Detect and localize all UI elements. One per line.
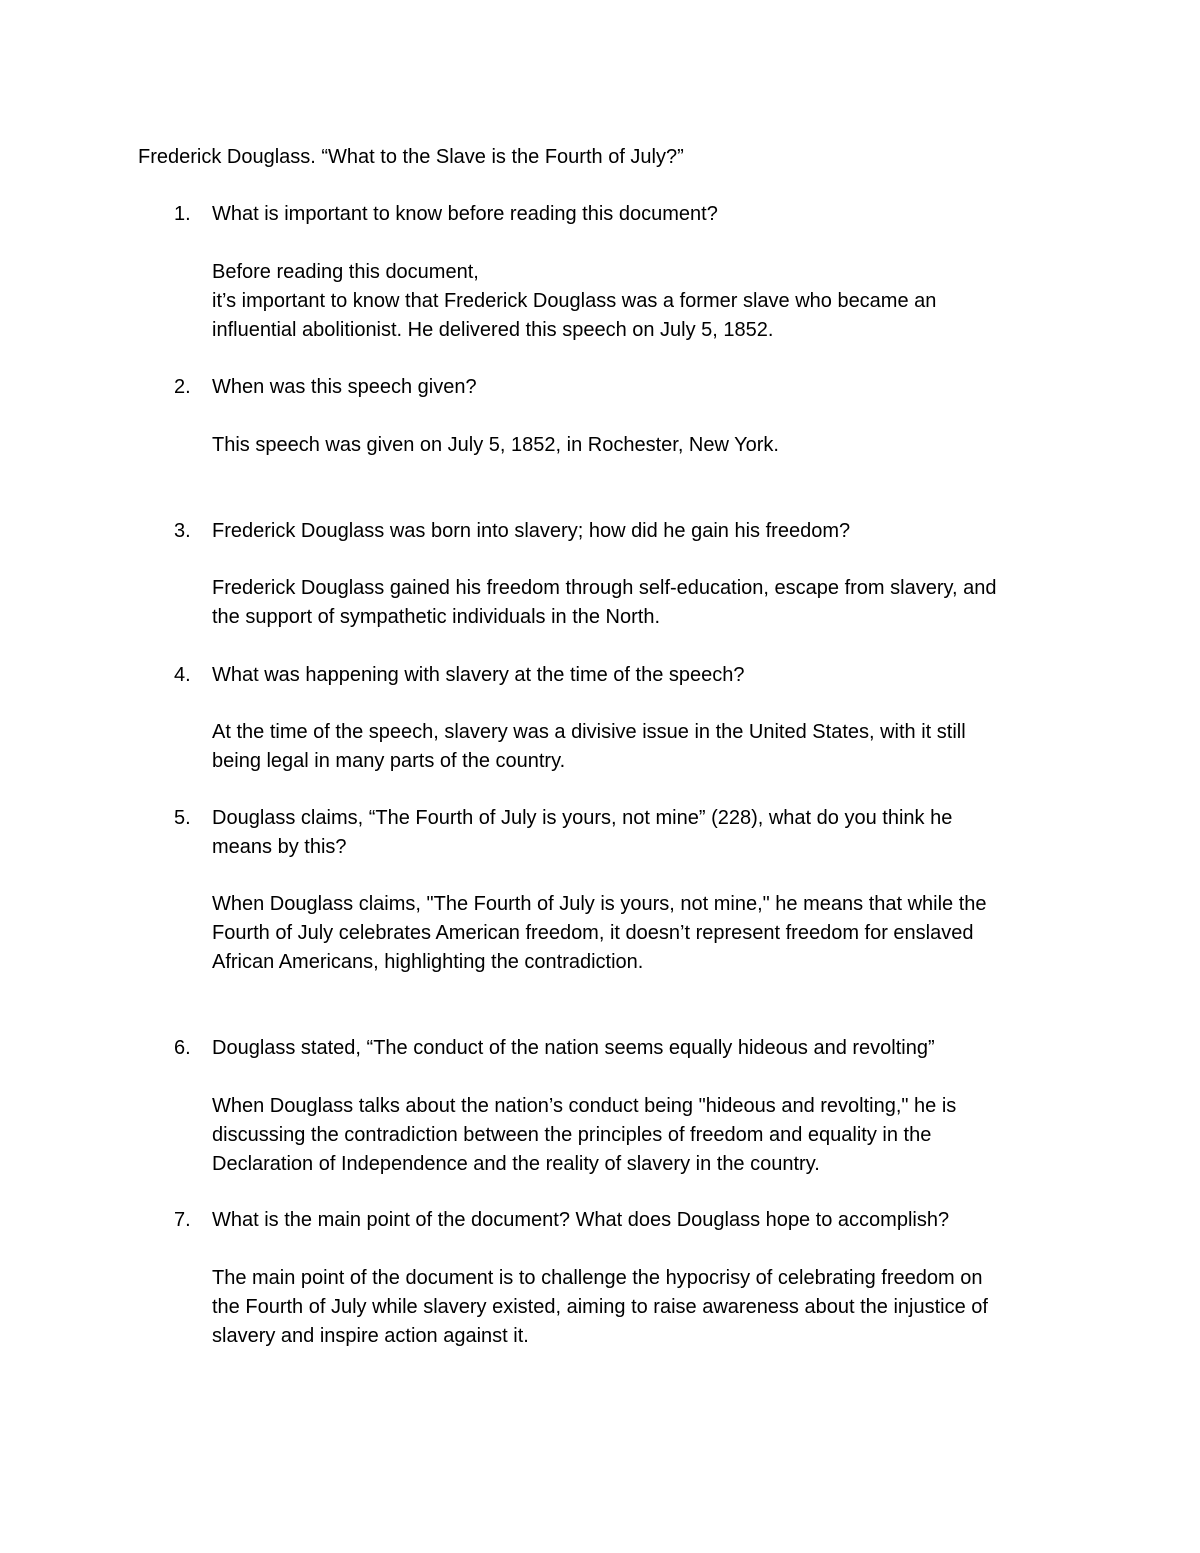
answer-text bbox=[212, 1092, 1062, 1179]
answer-line: This speech was given on July 5, 1852, in Rochester, New York. bbox=[212, 434, 779, 456]
question-number: 4. bbox=[174, 664, 191, 686]
answer-line: slavery and inspire action against it. bbox=[212, 1325, 529, 1347]
answer-line: influential abolitionist. He delivered this speech on July 5, 1852. bbox=[212, 319, 774, 341]
answer-line: being legal in many parts of the country. bbox=[212, 750, 566, 772]
question-line: What was happening with slavery at the time of the speech? bbox=[212, 664, 745, 686]
question-line: Frederick Douglass was born into slavery; how did he gain his freedom? bbox=[212, 520, 851, 542]
answer-text bbox=[212, 890, 1062, 977]
answer-line: it’s important to know that Frederick Douglass was a former slave who became an bbox=[212, 290, 937, 312]
answer-line: Declaration of Independence and the reality of slavery in the country. bbox=[212, 1153, 820, 1175]
question-text bbox=[212, 661, 1062, 690]
answer-line: discussing the contradiction between the principles of freedom and equality in the bbox=[212, 1124, 932, 1146]
answer-line: the support of sympathetic individuals in the North. bbox=[212, 606, 661, 628]
question-line: means by this? bbox=[212, 836, 347, 858]
question-number: 1. bbox=[174, 203, 191, 225]
answer-line: Frederick Douglass gained his freedom through self-education, escape from slavery, and bbox=[212, 577, 997, 599]
question-line: When was this speech given? bbox=[212, 376, 477, 398]
document-title: Frederick Douglass. “What to the Slave is the Fourth of July?” bbox=[138, 146, 684, 168]
question-line: Douglass stated, “The conduct of the nation seems equally hideous and revolting” bbox=[212, 1037, 935, 1059]
question-text bbox=[212, 804, 1062, 862]
question-number: 5. bbox=[174, 807, 191, 829]
question-line: What is the main point of the document? What does Douglass hope to accomplish? bbox=[212, 1209, 950, 1231]
question-text bbox=[212, 200, 1062, 229]
answer-line: When Douglass claims, "The Fourth of July is yours, not mine," he means that while the bbox=[212, 893, 987, 915]
question-number: 3. bbox=[174, 520, 191, 542]
answer-line: When Douglass talks about the nation’s conduct being "hideous and revolting," he is bbox=[212, 1095, 957, 1117]
question-line: Douglass claims, “The Fourth of July is yours, not mine” (228), what do you think he bbox=[212, 807, 953, 829]
answer-text bbox=[212, 1264, 1062, 1351]
answer-line: Before reading this document, bbox=[212, 261, 479, 283]
question-text bbox=[212, 373, 1062, 402]
question-number: 2. bbox=[174, 376, 191, 398]
question-number: 6. bbox=[174, 1037, 191, 1059]
question-number: 7. bbox=[174, 1209, 191, 1231]
answer-line: Fourth of July celebrates American freedom, it doesn’t represent freedom for enslaved bbox=[212, 922, 974, 944]
answer-line: African Americans, highlighting the contradiction. bbox=[212, 951, 644, 973]
answer-text bbox=[212, 574, 1062, 632]
answer-text bbox=[212, 431, 1062, 460]
answer-line: At the time of the speech, slavery was a divisive issue in the United States, with it still bbox=[212, 721, 966, 743]
answer-line: the Fourth of July while slavery existed, aiming to raise awareness about the injustice of bbox=[212, 1296, 988, 1318]
answer-text bbox=[212, 718, 1062, 776]
answer-text bbox=[212, 258, 1062, 345]
question-text bbox=[212, 1206, 1062, 1235]
question-line: What is important to know before reading this document? bbox=[212, 203, 718, 225]
question-text bbox=[212, 517, 1062, 546]
question-text bbox=[212, 1034, 1062, 1063]
answer-line: The main point of the document is to challenge the hypocrisy of celebrating freedom on bbox=[212, 1267, 983, 1289]
